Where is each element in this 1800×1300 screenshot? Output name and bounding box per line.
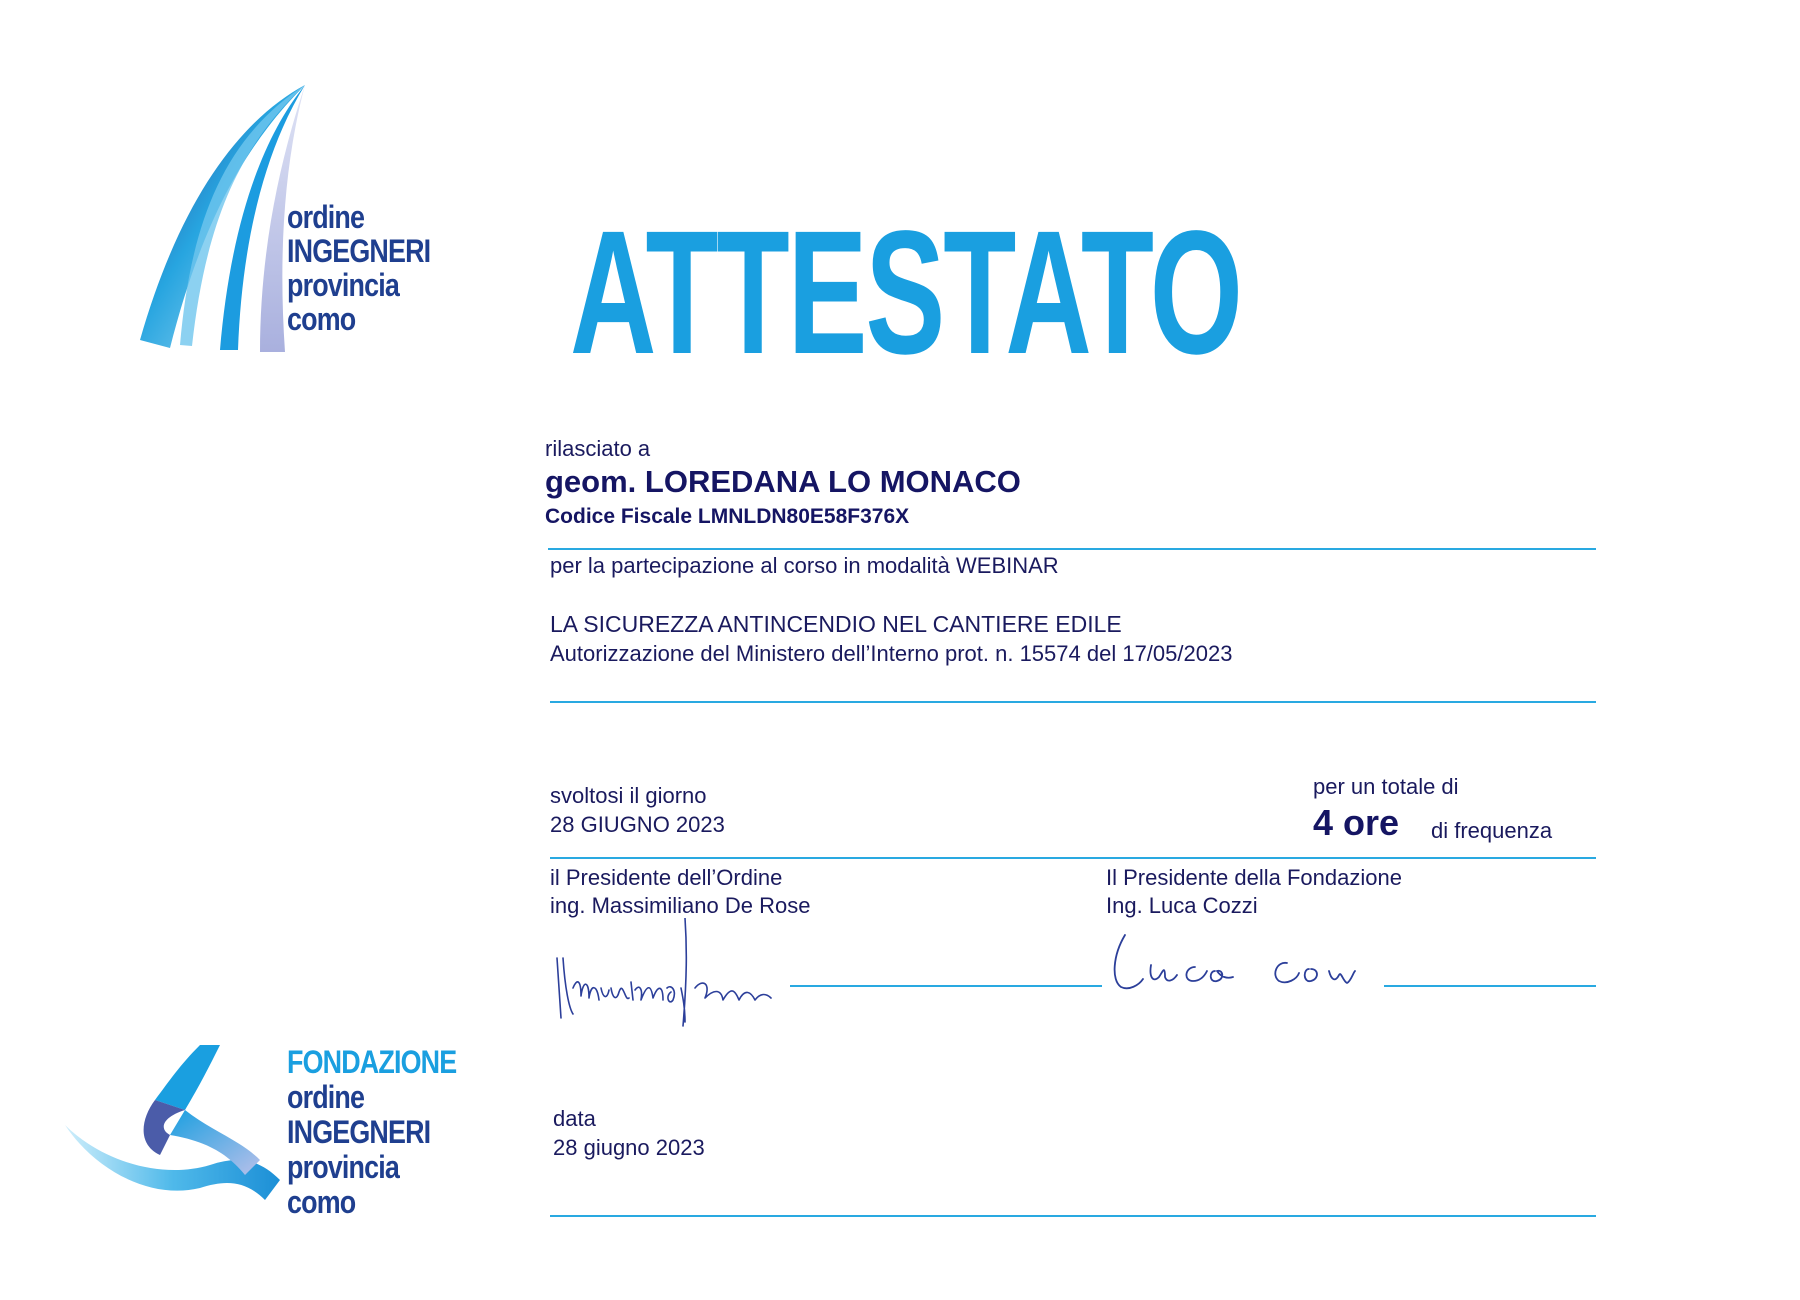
issued-to-label: rilasciato a <box>545 436 651 461</box>
logo-bottom-line: como <box>287 1184 356 1220</box>
logo-bottom-line: FONDAZIONE <box>287 1044 457 1080</box>
logo-bottom-line: provincia <box>287 1149 399 1185</box>
recipient-name: geom. LOREDANA LO MONACO <box>545 464 1021 499</box>
total-label: per un totale di <box>1313 774 1459 799</box>
issue-date: 28 giugno 2023 <box>553 1135 705 1160</box>
logo-top-text <box>287 200 430 336</box>
divider <box>550 1215 1596 1217</box>
authorization-text: Autorizzazione del Ministero dell’Interno prot. n. 15574 del 17/05/2023 <box>550 641 1233 666</box>
right-signer-name: Ing. Luca Cozzi <box>1106 893 1258 918</box>
right-signature-icon <box>1105 925 1405 1005</box>
logo-top-line: como <box>287 301 356 337</box>
ribbon-logo-icon <box>60 1040 290 1205</box>
logo-bottom-line: ordine <box>287 1079 365 1115</box>
logo-top-line: INGEGNERI <box>287 233 431 269</box>
issue-date-label: data <box>553 1106 596 1131</box>
frequency-label: di frequenza <box>1431 818 1553 843</box>
signature-line <box>790 985 1102 987</box>
held-on-label: svoltosi il giorno <box>550 783 707 808</box>
total-hours: 4 ore <box>1313 802 1400 843</box>
left-signer-name: ing. Massimiliano De Rose <box>550 893 811 918</box>
course-title: LA SICUREZZA ANTINCENDIO NEL CANTIERE EDILE <box>550 611 1122 637</box>
signature-line <box>1384 985 1596 987</box>
divider <box>550 857 1596 859</box>
page-title: ATTESTATO <box>570 195 1241 391</box>
divider <box>548 548 1596 550</box>
logo-bottom-text <box>287 1045 456 1220</box>
course-date: 28 GIUGNO 2023 <box>550 812 725 837</box>
fiscal-code: Codice Fiscale LMNLDN80E58F376X <box>545 505 910 528</box>
left-signature-icon <box>545 918 795 1028</box>
divider <box>550 701 1596 703</box>
logo-bottom-line: INGEGNERI <box>287 1114 431 1150</box>
right-signer-role: Il Presidente della Fondazione <box>1106 865 1402 890</box>
logo-top-line: ordine <box>287 199 365 235</box>
left-signer-role: il Presidente dell’Ordine <box>550 865 783 890</box>
logo-top-line: provincia <box>287 267 399 303</box>
participation-text: per la partecipazione al corso in modalità WEBINAR <box>550 553 1059 578</box>
